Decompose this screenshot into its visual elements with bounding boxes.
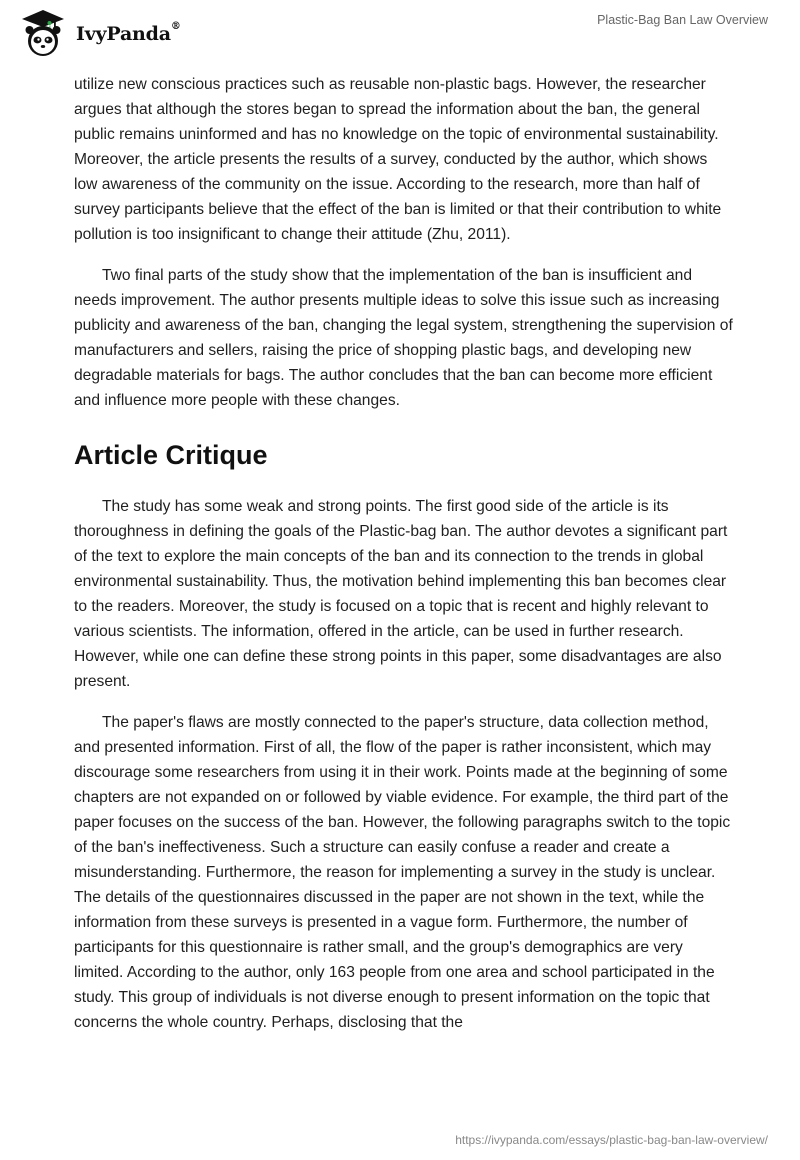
essay-content [74,72,734,1051]
document-title: Plastic-Bag Ban Law Overview [597,13,768,27]
page-header [0,0,800,68]
paragraph: The study has some weak and strong points. The first good side of the article is its thoroughness in defining the goals of the Plastic-bag ban. The author devotes a significant part of the text to explore the main concepts of the ban and its connection to the trends in global environmental sustainability. Thus, the motivation behind implementing this ban becomes clear to the readers. Moreover, the study is focused on a topic that is recent and highly relevant to various scientists. The information, offered in the article, can be used in further research. However, while one can define these strong points in this paper, some disadvantages are also present. [74,498,728,690]
paragraph: The paper's flaws are mostly connected to the paper's structure, data collection method, and presented information. First of all, the flow of the paper is rather inconsistent, which may discourage some researchers from using it in their work. Points made at the beginning of some chapters are not expanded on or followed by viable evidence. For example, the third part of the paper focuses on the success of the ban. However, the following paragraphs switch to the topic of the ban's ineffectiveness. Such a structure can easily confuse a reader and create a misunderstanding. Furthermore, the reason for implementing a survey in the study is unclear. The details of the questionnaires discussed in the paper are not shown in the text, while the information from these surveys is presented in a vague form. Furthermore, the number of participants for this questionnaire is rather small, and the group's demographics are very limited. According to the author, only 163 people from one area and school participated in the study. This group of individuals is not diverse enough to present information on the topic that concerns the whole country. Perhaps, disclosing that the [74,714,731,1031]
paragraph: Two final parts of the study show that the implementation of the ban is insufficient and needs improvement. The author presents multiple ideas to solve this issue such as increasing publicity and awareness of the ban, changing the legal system, strengthening the supervision of manufacturers and sellers, raising the price of shopping plastic bags, and developing new degradable materials for bags. The author concludes that the ban can become more efficient and influence more people with these changes. [74,267,733,409]
ivypanda-logo[interactable] [14,8,181,60]
paragraph: utilize new conscious practices such as reusable non-plastic bags. However, the researcher argues that although the stores began to spread the information about the ban, the general public remains uninformed and has no knowledge on the topic of environmental sustainability. Moreover, the article presents the results of a survey, conducted by the author, which shows low awareness of the community on the issue. According to the research, more than half of survey participants believe that the effect of the ban is limited or that their contribution to white pollution is too insignificant to change their attitude (Zhu, 2011). [74,76,722,243]
panda-logo-icon [14,8,72,60]
brand-name: IvyPanda® [76,21,181,45]
footer-url-link[interactable]: https://ivypanda.com/essays/plastic-bag-ban-law-overview/ [455,1133,768,1147]
section-heading: Article Critique [74,440,268,470]
